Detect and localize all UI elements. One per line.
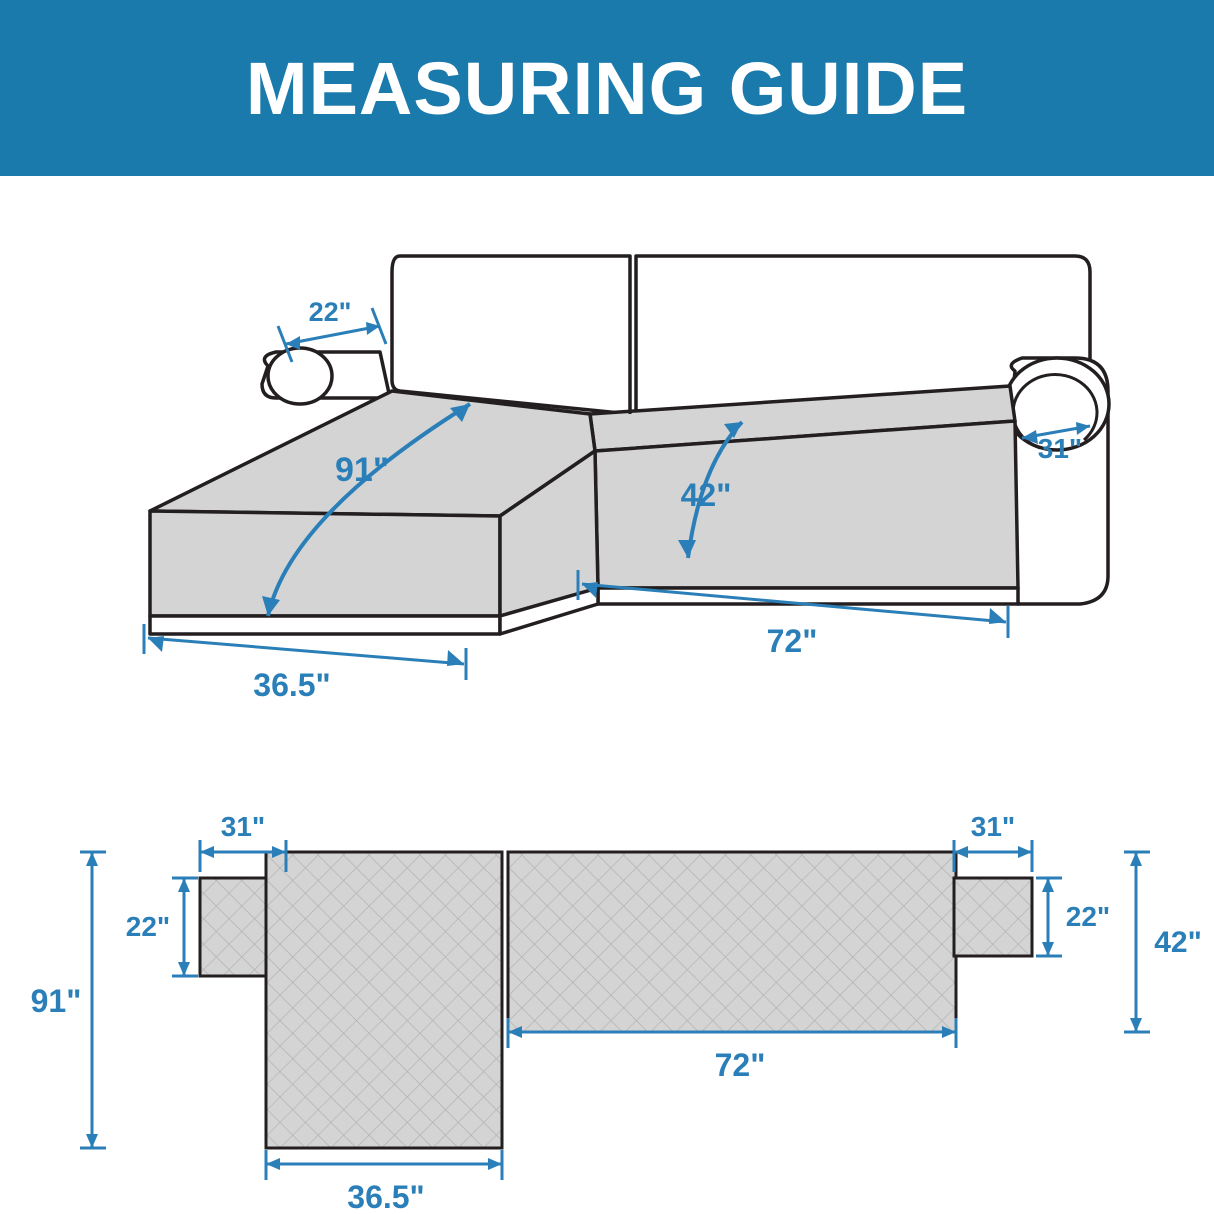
label-flat-sofa-width: 72" xyxy=(714,1047,766,1083)
label-right-arm-height: 22" xyxy=(1065,901,1111,932)
dimension-flat-chaise-width xyxy=(266,1150,502,1214)
dimension-chaise-width xyxy=(144,624,466,703)
chaise-base xyxy=(150,616,500,634)
page-title: MEASURING GUIDE xyxy=(245,46,969,130)
dimension-total-length xyxy=(31,852,106,1148)
label-total-depth: 42" xyxy=(1154,926,1202,959)
label-flat-chaise-width: 36.5" xyxy=(347,1179,425,1214)
label-left-arm-height: 22" xyxy=(125,911,171,942)
left-back-cushion xyxy=(392,256,630,414)
chaise-front-panel xyxy=(150,511,500,616)
label-arm-depth: 22" xyxy=(308,297,352,327)
label-right-arm-width: 31" xyxy=(970,811,1016,842)
dimension-right-arm-height xyxy=(1036,878,1110,956)
label-chaise-length: 91" xyxy=(335,451,389,489)
right-arm-flap xyxy=(954,878,1032,956)
label-chaise-width: 36.5" xyxy=(253,667,331,703)
label-sofa-width: 72" xyxy=(766,623,818,659)
label-seat-depth: 42" xyxy=(680,477,732,513)
dimension-total-depth xyxy=(1124,852,1202,1032)
header-banner xyxy=(0,0,1214,176)
dimension-right-arm-width xyxy=(954,811,1032,872)
right-seat-front xyxy=(595,421,1018,588)
main-seat-panel xyxy=(508,852,956,1032)
label-total-length: 91" xyxy=(30,983,82,1019)
left-arm-roll xyxy=(268,348,332,404)
chaise-panel xyxy=(266,852,502,1148)
label-arm-height: 31" xyxy=(1037,433,1083,464)
label-left-arm-width: 31" xyxy=(220,811,266,842)
slipcover-flat-diagram xyxy=(0,740,1214,1214)
dimension-left-arm-height xyxy=(126,878,198,976)
sofa-perspective-diagram xyxy=(0,176,1214,736)
